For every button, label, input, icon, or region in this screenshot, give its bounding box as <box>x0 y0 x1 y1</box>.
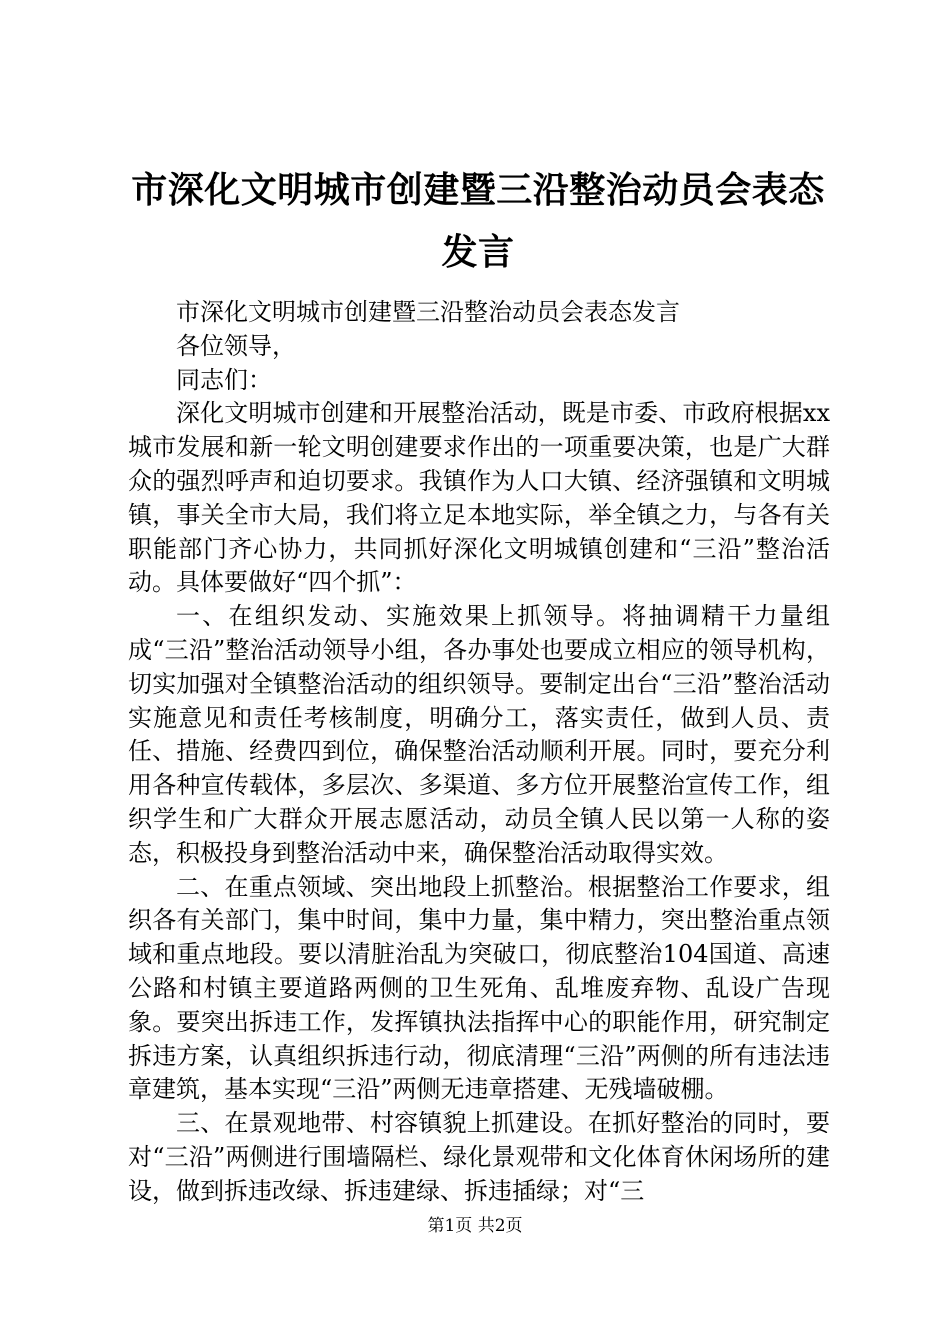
page-footer: 第1页 共2页 <box>427 1216 523 1236</box>
intro-paragraph: 深化文明城市创建和开展整治活动，既是市委、市政府根据xx城市发展和新一轮文明创建要求作出的一项重要决策，也是广大群众的强烈呼声和迫切要求。我镇作为人口大镇、经济强镇和文明城镇，事关全市大局，我们将立足本地实际，举全镇之力，与各有关职能部门齐心协力，共同抓好深化文明城镇创建和“三沿”整治活动。具体要做好“四个抓”： <box>128 399 830 597</box>
salutation-leaders: 各位领导， <box>176 331 296 360</box>
document-title: 市深化文明城市创建暨三沿整治动员会表态发言 <box>131 170 825 273</box>
salutation-comrades: 同志们： <box>176 365 272 394</box>
section-two-paragraph: 二、在重点领域、突出地段上抓整治。根据整治工作要求，组织各有关部门，集中时间，集中力量，集中精力，突出整治重点领域和重点地段。要以清脏治乱为突破口，彻底整治104国道、高速公路和村镇主要道路两侧的卫生死角、乱堆废弃物、乱设广告现象。要突出拆违工作，发挥镇执法指挥中心的职能作用，研究制定拆违方案，认真组织拆违行动，彻底清理“三沿”两侧的所有违法违章建筑，基本实现“三沿”两侧无违章搭建、无残墙破棚。 <box>128 872 830 1104</box>
subtitle-paragraph: 市深化文明城市创建暨三沿整治动员会表态发言 <box>176 298 680 326</box>
document-body <box>128 296 830 1209</box>
section-three-paragraph: 三、在景观地带、村容镇貌上抓建设。在抓好整治的同时，要对“三沿”两侧进行围墙隔栏、绿化景观带和文化体育休闲场所的建设，做到拆违改绿、拆违建绿、拆违插绿；对“三 <box>128 1109 830 1205</box>
section-one-paragraph: 一、在组织发动、实施效果上抓领导。将抽调精干力量组成“三沿”整治活动领导小组，各办事处也要成立相应的领导机构，切实加强对全镇整治活动的组织领导。要制定出台“三沿”整治活动实施意见和责任考核制度，明确分工，落实责任，做到人员、责任、措施、经费四到位，确保整治活动顺利开展。同时，要充分利用各种宣传载体，多层次、多渠道、多方位开展整治宣传工作，组织学生和广大群众开展志愿活动，动员全镇人民以第一人称的姿态，积极投身到整治活动中来，确保整治活动取得实效。 <box>128 602 830 867</box>
